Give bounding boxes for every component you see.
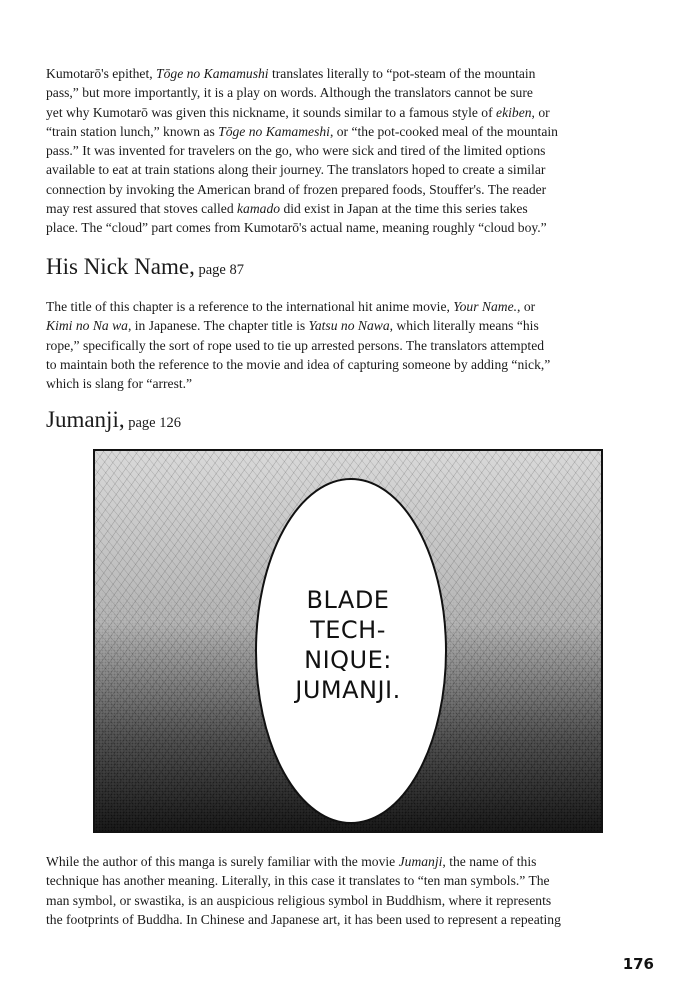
speech-line: NIQUE: <box>304 646 392 674</box>
text-line: pass,” but more importantly, it is a play on words. Although the translators cannot be sure <box>46 85 533 101</box>
italic-term: ekiben <box>496 104 532 120</box>
italic-term: Tōge no Kamameshi <box>218 123 330 139</box>
text-line: may rest assured that stoves called kamado did exist in Japan at the time this series takes <box>46 201 528 217</box>
heading-page-ref: page 87 <box>194 262 244 278</box>
italic-term: Tōge no Kamamushi <box>156 66 269 81</box>
text-line: the footprints of Buddha. In Chinese and Japanese art, it has been used to represent a repeating <box>46 911 561 927</box>
heading-title: Jumanji, <box>46 407 125 432</box>
jumanji-paragraph <box>46 852 656 929</box>
text-line: connection by invoking the American brand of frozen prepared foods, Stouffer's. The reader <box>46 181 547 197</box>
text-line: The title of this chapter is a reference to the international hit anime movie, Your Name., or <box>46 299 536 314</box>
text-line: which is slang for “arrest.” <box>46 376 193 392</box>
text-line: man symbol, or swastika, is an auspicious religious symbol in Buddhism, where it represents <box>46 892 552 908</box>
text-line: rope,” specifically the sort of rope used to tie up arrested persons. The translators attempted <box>46 337 545 353</box>
speech-line: TECH- <box>310 616 386 644</box>
section-heading-jumanji <box>46 406 181 437</box>
text-line: to maintain both the reference to the movie and idea of capturing someone by adding “nick,” <box>46 356 551 372</box>
heading-title: His Nick Name, <box>46 254 195 279</box>
intro-paragraph <box>46 64 656 238</box>
italic-term: Yatsu no Nawa <box>308 318 390 334</box>
speech-bubble-text <box>95 585 601 705</box>
text-line: Kimi no Na wa, in Japanese. The chapter title is Yatsu no Nawa, which literally means “his <box>46 318 539 334</box>
speech-line: JUMANJI. <box>295 676 401 704</box>
text-line: technique has another meaning. Literally, in this case it translates to “ten man symbols.” The <box>46 873 550 889</box>
nick-name-paragraph <box>46 297 656 393</box>
text-line: available to eat at train stations along their journey. The translators hoped to create a similar <box>46 162 546 178</box>
text-line: pass.” It was invented for travelers on the go, who were sick and tired of the limited options <box>46 143 546 159</box>
italic-term: kamado <box>237 201 281 217</box>
heading-page-ref: page 126 <box>124 415 181 431</box>
text-line: Kumotarō's epithet, Tōge no Kamamushi translates literally to “pot-steam of the mountain <box>46 66 536 81</box>
italic-term: Your Name. <box>453 299 518 314</box>
text-line: place. The “cloud” part comes from Kumotarō's actual name, meaning roughly “cloud boy.” <box>46 220 547 236</box>
page-number: 176 <box>622 955 654 973</box>
text-line: While the author of this manga is surely familiar with the movie Jumanji, the name of this <box>46 854 537 869</box>
text-line: “train station lunch,” known as Tōge no Kamameshi, or “the pot-cooked meal of the mountain <box>46 123 558 139</box>
manga-panel <box>93 449 603 833</box>
italic-term: Jumanji <box>398 854 443 869</box>
italic-term: Kimi no Na wa <box>46 318 128 334</box>
text-line: yet why Kumotarō was given this nickname, it sounds similar to a famous style of ekiben, or <box>46 104 550 120</box>
speech-line: BLADE <box>306 586 390 614</box>
section-heading-his-nick-name <box>46 253 244 284</box>
